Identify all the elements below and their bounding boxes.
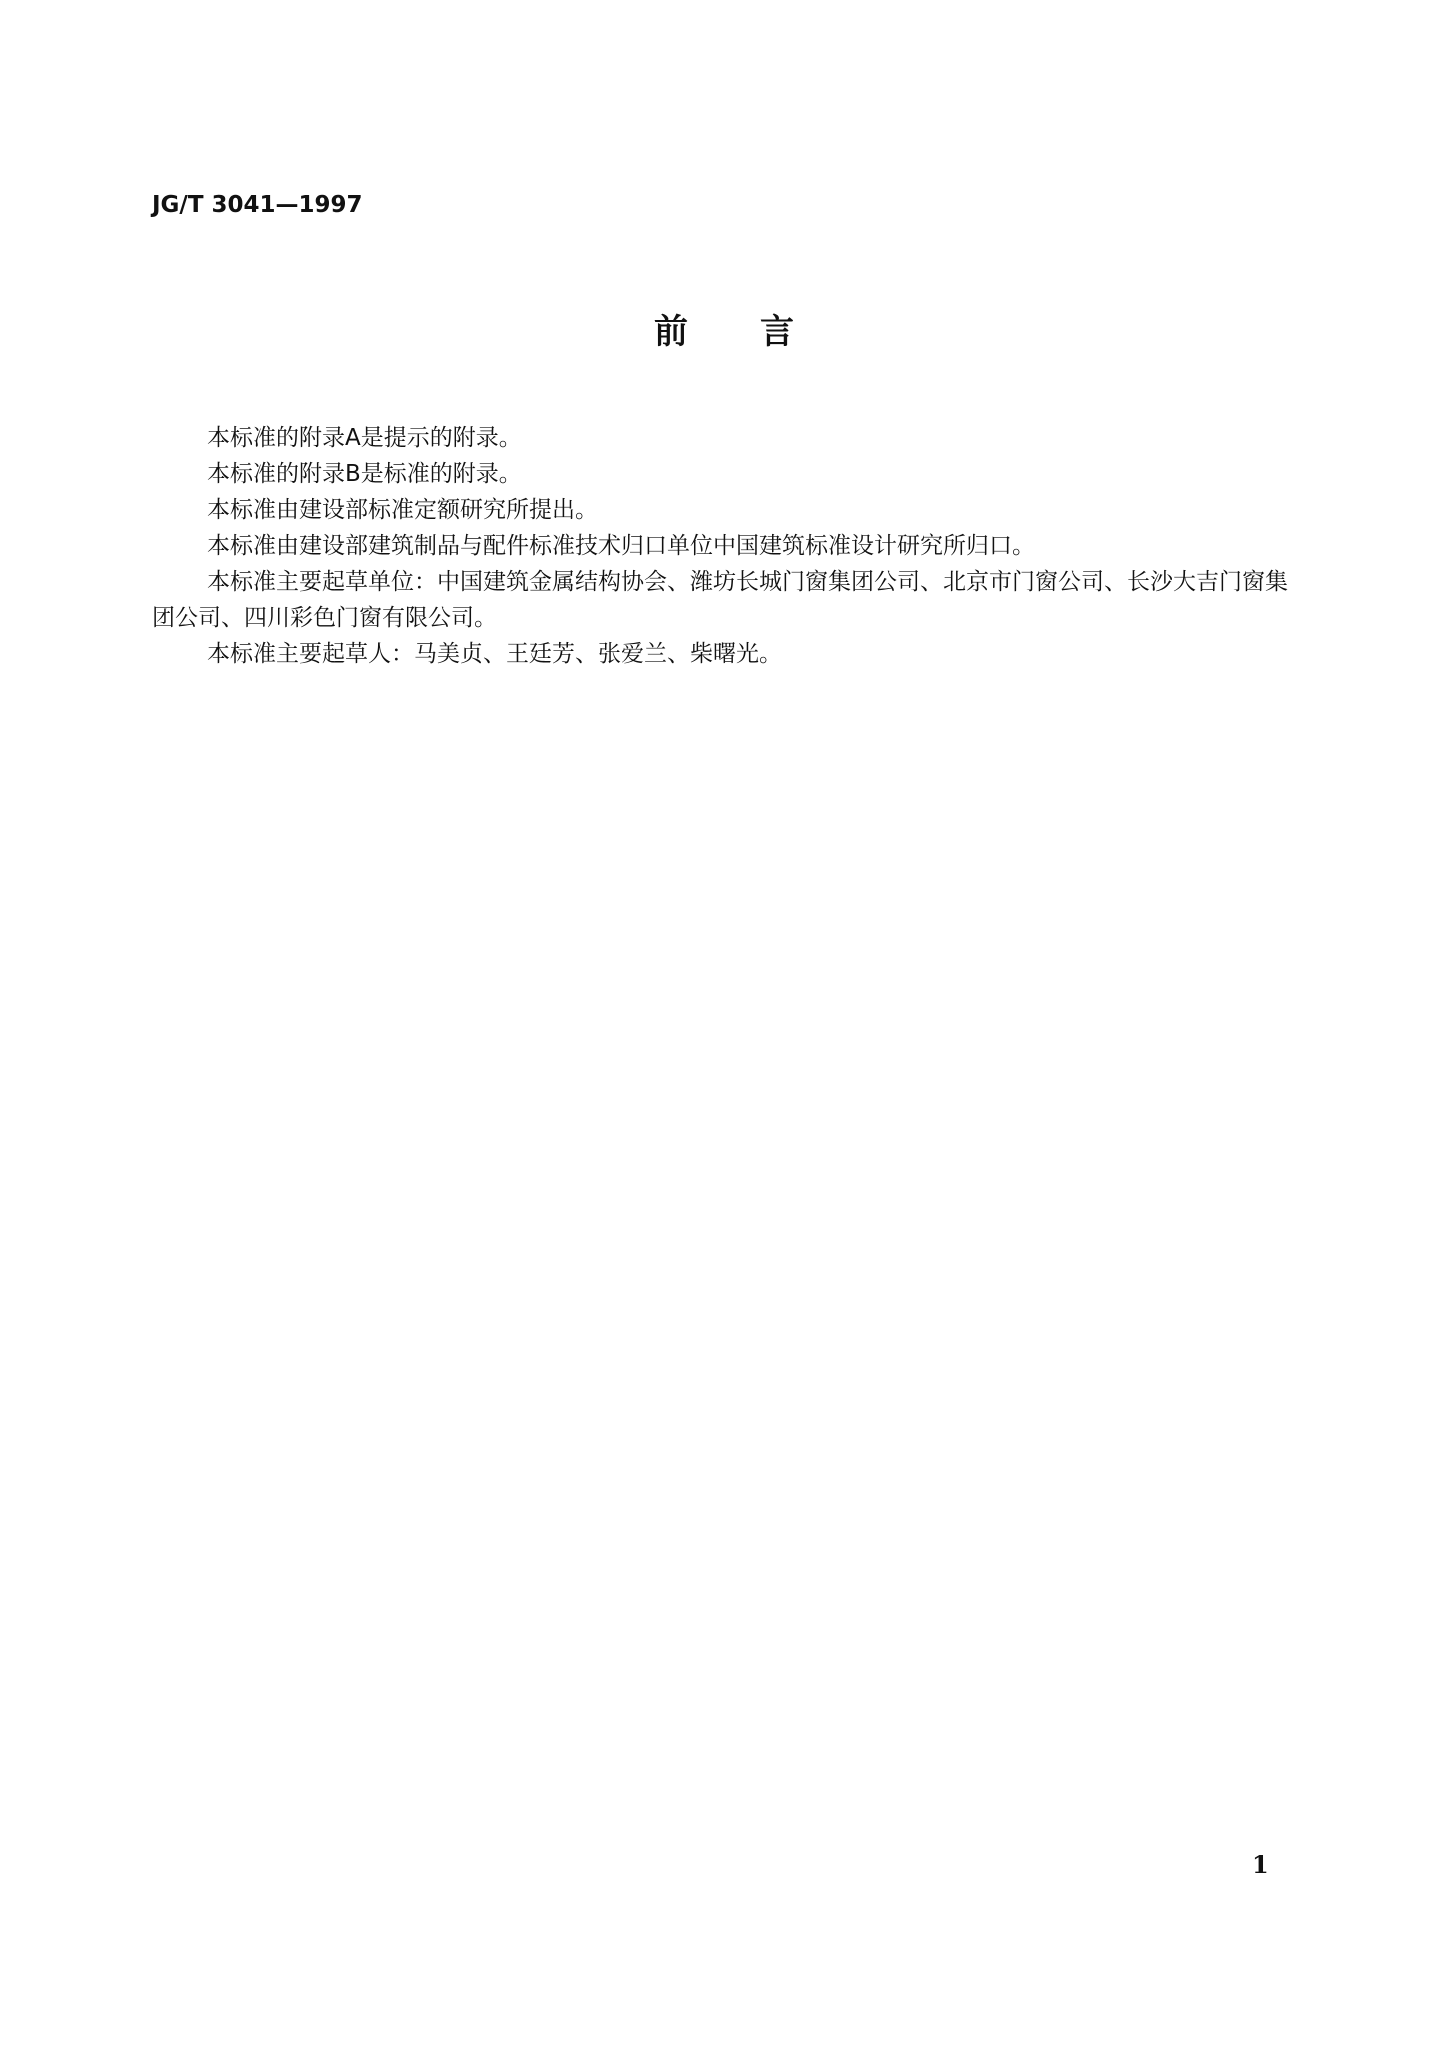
paragraph-appendix-b: 本标准的附录B是标准的附录。	[207, 461, 522, 487]
paragraph-appendix-a: 本标准的附录A是提示的附录。	[207, 425, 522, 451]
paragraph-drafters: 本标准主要起草人：马美贞、王廷芳、张爱兰、柴曙光。	[207, 641, 782, 667]
page-number: 1	[1252, 1850, 1269, 1879]
foreword-body	[152, 420, 1298, 672]
standard-code: JG/T 3041—1997	[152, 192, 363, 218]
paragraph-proposed-by: 本标准由建设部标准定额研究所提出。	[207, 497, 598, 523]
paragraph-drafting-units: 本标准主要起草单位：中国建筑金属结构协会、潍坊长城门窗集团公司、北京市门窗公司、长沙大吉门窗集团公司、四川彩色门窗有限公司。	[152, 569, 1288, 631]
paragraph-centralized-by: 本标准由建设部建筑制品与配件标准技术归口单位中国建筑标准设计研究所归口。	[207, 533, 1035, 559]
page-title: 前言	[654, 312, 866, 352]
